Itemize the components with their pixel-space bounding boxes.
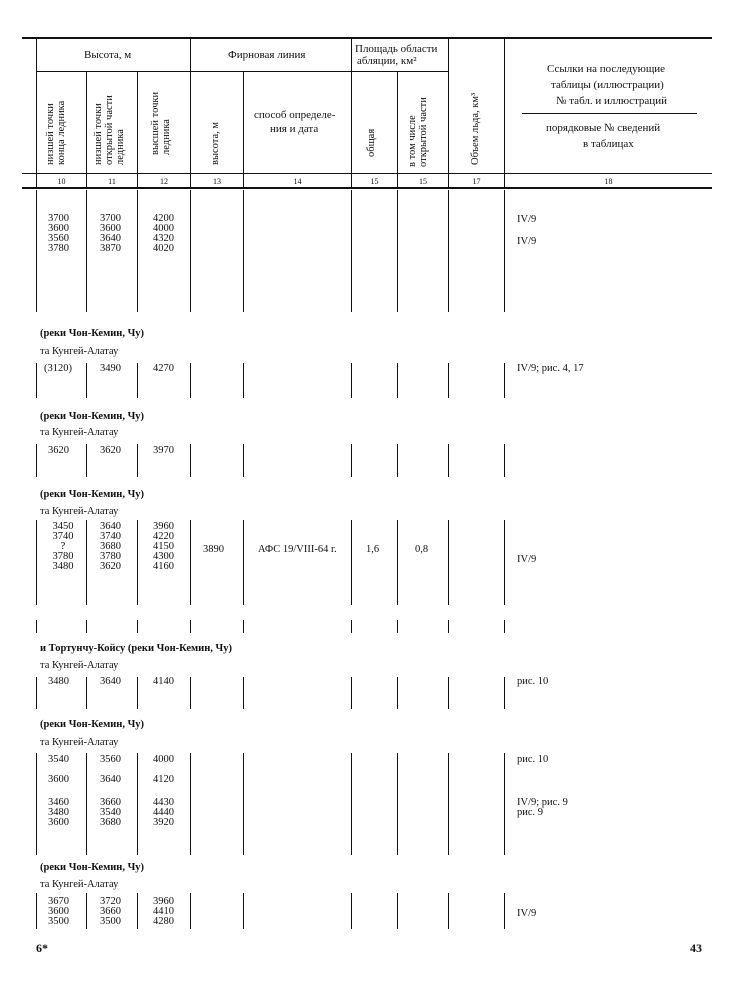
- block6-section-b: та Кунгей-Алатау: [40, 737, 119, 748]
- body-column-rule: [86, 363, 87, 398]
- block4-col15b: 0,8: [415, 544, 429, 555]
- body-column-rule: [243, 893, 244, 929]
- block4-refs: IV/9: [517, 554, 537, 565]
- body-column-rule: [36, 893, 37, 929]
- block4-col12: 3960 4220 4150 4300 4160: [153, 521, 174, 572]
- block6-col11-b: 3640: [100, 774, 121, 785]
- block6-col11-c: 3660 3540 3680: [100, 797, 121, 828]
- body-column-rule: [137, 520, 138, 605]
- body-column-rule: [243, 363, 244, 398]
- col15b-header: в том числе открытой части: [407, 97, 429, 167]
- body-column-rule: [504, 363, 505, 398]
- block6-refs-c: IV/9; рис. 9 рис. 9: [517, 797, 568, 818]
- block2-col12: 4270: [153, 363, 174, 374]
- body-column-rule: [190, 520, 191, 605]
- refs-header-4: порядковые № сведений: [546, 122, 661, 134]
- header-group-rule-ablation: [352, 71, 448, 72]
- block6-col10-c: 3460 3480 3600: [48, 797, 69, 828]
- block7-col11: 3720 3660 3500: [100, 896, 121, 927]
- body-column-rule: [86, 190, 87, 312]
- colnum-13: 13: [213, 177, 221, 186]
- refs-header-divider: [522, 113, 697, 114]
- page-number: 43: [690, 941, 702, 955]
- block3-col10: 3620: [48, 445, 69, 456]
- block1-col10: 3700 3600 3560 3780: [48, 213, 69, 254]
- header-vline: [243, 71, 244, 188]
- body-column-rule: [86, 677, 87, 709]
- header-vline: [36, 38, 37, 188]
- block1-col11: 3700 3600 3640 3870: [100, 213, 121, 254]
- body-column-rule: [137, 363, 138, 398]
- body-column-rule: [351, 677, 352, 709]
- body-column-rule: [397, 893, 398, 929]
- body-column-rule: [448, 893, 449, 929]
- block2-col10: (3120): [44, 363, 72, 374]
- body-column-rule: [137, 753, 138, 855]
- body-column-rule: [137, 444, 138, 477]
- body-column-rule: [36, 190, 37, 312]
- body-column-rule: [86, 444, 87, 477]
- header-group-rule-height: [37, 71, 190, 72]
- col12-header: высшей точки ледника: [150, 91, 172, 155]
- body-column-rule: [448, 520, 449, 605]
- height-group-label: Высота, м: [84, 49, 132, 61]
- body-column-rule: [243, 753, 244, 855]
- body-column-rule: [36, 300, 37, 312]
- col17-header: Объем льда, км³: [470, 92, 481, 165]
- body-column-rule: [36, 677, 37, 709]
- colnum-10: 10: [57, 177, 66, 186]
- block2-col11: 3490: [100, 363, 121, 374]
- body-column-rule: [190, 190, 191, 312]
- body-column-rule: [397, 190, 398, 312]
- colnum-18: 18: [604, 177, 613, 186]
- body-column-rule: [504, 893, 505, 929]
- colnum-15a: 15: [370, 177, 379, 186]
- table-top-rule: [22, 37, 712, 39]
- block6-col12-a: 4000: [153, 754, 174, 765]
- refs-header-3: № табл. и иллюстраций: [556, 95, 667, 107]
- body-column-rule: [448, 300, 449, 312]
- body-column-rule: [351, 300, 352, 312]
- colnum-15b: 15: [419, 177, 427, 186]
- body-column-rule: [448, 677, 449, 709]
- colnum-11: 11: [108, 177, 116, 186]
- block5-col12: 4140: [153, 676, 174, 687]
- body-column-rule: [397, 620, 398, 633]
- body-column-rule: [504, 444, 505, 477]
- body-column-rule: [190, 300, 191, 312]
- body-column-rule: [243, 677, 244, 709]
- body-column-rule: [504, 300, 505, 312]
- header-vline: [504, 38, 505, 188]
- block3-col12: 3970: [153, 445, 174, 456]
- col10-header: низшей точки конца ледника: [45, 100, 67, 165]
- block6-refs-a: рис. 10: [517, 754, 549, 765]
- header-bottom-rule: [22, 173, 712, 174]
- ablation-group-label-1: Площадь области: [355, 43, 438, 55]
- col11-header: низшей точки открытой части ледника: [93, 95, 126, 165]
- block6-col10-b: 3600: [48, 774, 69, 785]
- body-column-rule: [504, 753, 505, 855]
- header-group-rule-firn: [191, 71, 351, 72]
- block4-col11: 3640 3740 3680 3780 3620: [100, 521, 121, 572]
- body-column-rule: [137, 300, 138, 312]
- refs-header-1: Ссылки на последующие: [547, 63, 666, 75]
- body-column-rule: [36, 520, 37, 605]
- header-vline: [137, 71, 138, 188]
- body-column-rule: [190, 363, 191, 398]
- body-column-rule: [243, 520, 244, 605]
- body-column-rule: [397, 520, 398, 605]
- col15a-header: общая: [366, 128, 377, 157]
- body-column-rule: [190, 620, 191, 633]
- block4-section-b: та Кунгей-Алатау: [40, 506, 119, 517]
- body-column-rule: [504, 620, 505, 633]
- block5-refs: рис. 10: [517, 676, 549, 687]
- block4-section-a: (реки Чон-Кемин, Чу): [40, 489, 145, 500]
- body-column-rule: [397, 444, 398, 477]
- ablation-group-label-2: абляции, км²: [357, 55, 417, 67]
- body-column-rule: [504, 190, 505, 312]
- body-column-rule: [351, 893, 352, 929]
- body-column-rule: [243, 190, 244, 312]
- body-column-rule: [351, 620, 352, 633]
- block6-col12-b: 4120: [153, 774, 174, 785]
- body-column-rule: [86, 300, 87, 312]
- block4-col10: 3450 3740 ? 3780 3480: [52, 521, 74, 572]
- body-column-rule: [190, 753, 191, 855]
- refs-header-5: в таблицах: [583, 138, 634, 150]
- block5-col11: 3640: [100, 676, 121, 687]
- block2-section-a: (реки Чон-Кемин, Чу): [40, 328, 145, 339]
- block4-col15a: 1,6: [366, 544, 380, 555]
- body-column-rule: [351, 520, 352, 605]
- body-column-rule: [190, 893, 191, 929]
- header-vline: [448, 38, 449, 188]
- body-column-rule: [351, 190, 352, 312]
- block3-section-a: (реки Чон-Кемин, Чу): [40, 411, 145, 422]
- block2-section-b: та Кунгей-Алатау: [40, 346, 119, 357]
- body-column-rule: [351, 444, 352, 477]
- body-column-rule: [504, 520, 505, 605]
- body-column-rule: [448, 444, 449, 477]
- footer-left-mark: 6*: [36, 941, 48, 955]
- block5-section-b: та Кунгей-Алатау: [40, 660, 119, 671]
- column-number-rule: [22, 187, 712, 189]
- block3-col11: 3620: [100, 445, 121, 456]
- body-column-rule: [243, 300, 244, 312]
- block6-col12-c: 4430 4440 3920: [153, 797, 174, 828]
- block1-refs: IV/9 IV/9: [517, 214, 537, 247]
- body-column-rule: [397, 300, 398, 312]
- col14-header-2: ния и дата: [270, 123, 319, 135]
- body-column-rule: [448, 363, 449, 398]
- body-column-rule: [504, 677, 505, 709]
- block6-section-a: (реки Чон-Кемин, Чу): [40, 719, 145, 730]
- header-vline: [397, 71, 398, 188]
- body-column-rule: [190, 444, 191, 477]
- block6-col10-a: 3540: [48, 754, 69, 765]
- body-column-rule: [397, 753, 398, 855]
- refs-header-2: таблицы (иллюстрации): [551, 79, 664, 91]
- body-column-rule: [448, 190, 449, 312]
- block6-col11-a: 3560: [100, 754, 121, 765]
- block3-section-b: та Кунгей-Алатау: [40, 427, 119, 438]
- body-column-rule: [36, 363, 37, 398]
- colnum-12: 12: [160, 177, 168, 186]
- colnum-17: 17: [472, 177, 481, 186]
- body-column-rule: [86, 520, 87, 605]
- body-column-rule: [137, 677, 138, 709]
- body-column-rule: [448, 620, 449, 633]
- block7-refs: IV/9: [517, 908, 537, 919]
- block7-section-b: та Кунгей-Алатау: [40, 879, 119, 890]
- col14-header-1: способ определе-: [254, 109, 336, 121]
- body-column-rule: [397, 363, 398, 398]
- body-column-rule: [137, 190, 138, 312]
- header-vline: [190, 38, 191, 188]
- body-column-rule: [243, 444, 244, 477]
- header-vline: [351, 38, 352, 188]
- body-column-rule: [397, 677, 398, 709]
- body-column-rule: [243, 620, 244, 633]
- firn-group-label: Фирновая линия: [228, 49, 306, 61]
- block4-col14: АФС 19/VIII-64 г.: [258, 544, 337, 555]
- colnum-14: 14: [293, 177, 302, 186]
- body-column-rule: [36, 444, 37, 477]
- block1-col12: 4200 4000 4320 4020: [153, 213, 174, 254]
- body-column-rule: [351, 753, 352, 855]
- body-column-rule: [448, 753, 449, 855]
- body-column-rule: [86, 753, 87, 855]
- body-column-rule: [351, 363, 352, 398]
- body-column-rule: [36, 620, 37, 633]
- block7-col12: 3960 4410 4280: [153, 896, 174, 927]
- body-column-rule: [137, 893, 138, 929]
- block7-section-a: (реки Чон-Кемин, Чу): [40, 862, 145, 873]
- block5-section-a: и Тортунчу-Койсу (реки Чон-Кемин, Чу): [40, 643, 232, 654]
- body-column-rule: [137, 620, 138, 633]
- body-column-rule: [36, 753, 37, 855]
- col13-header: высота, м: [210, 121, 221, 165]
- block4-col13: 3890: [203, 544, 224, 555]
- block7-col10: 3670 3600 3500: [48, 896, 69, 927]
- body-column-rule: [86, 620, 87, 633]
- block2-refs: IV/9; рис. 4, 17: [517, 363, 584, 374]
- block5-col10: 3480: [48, 676, 69, 687]
- body-column-rule: [86, 893, 87, 929]
- header-vline: [86, 71, 87, 188]
- body-column-rule: [190, 677, 191, 709]
